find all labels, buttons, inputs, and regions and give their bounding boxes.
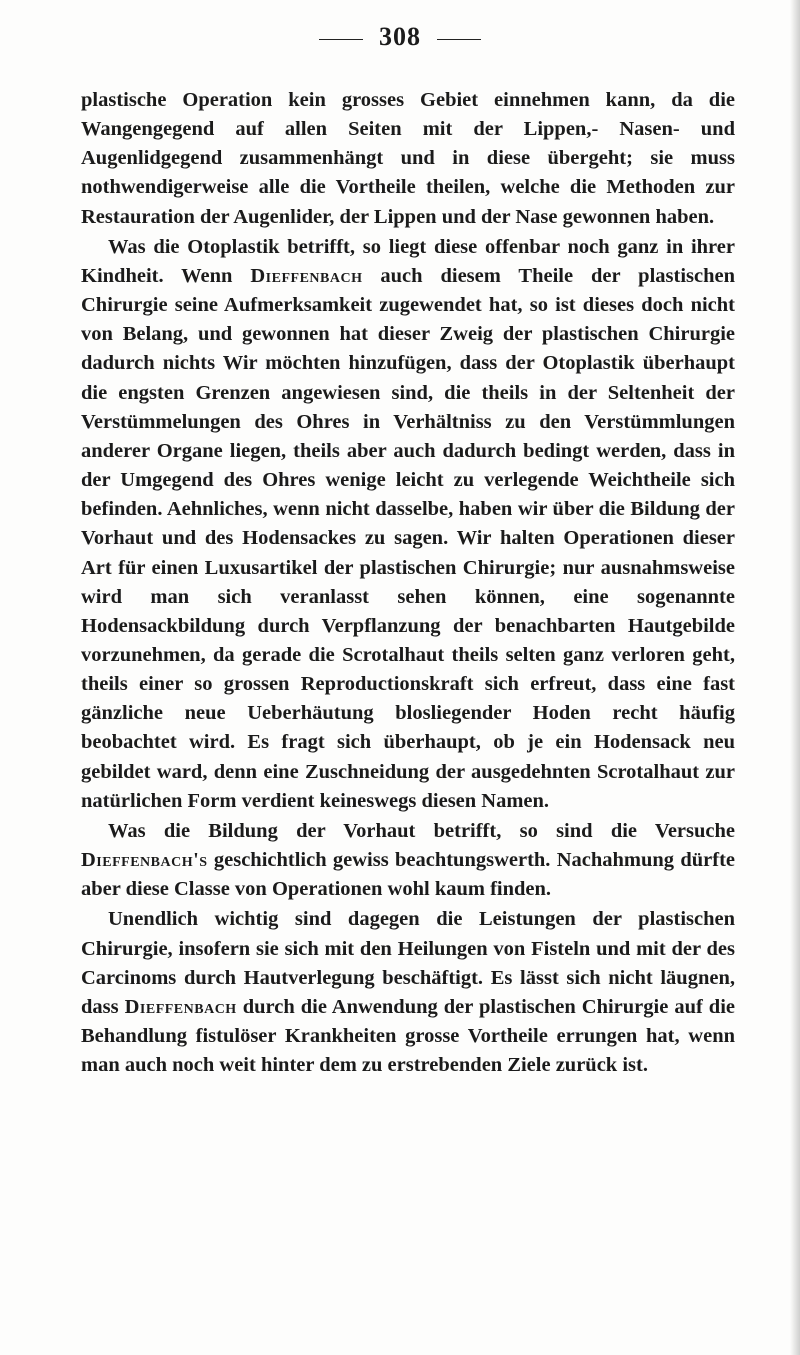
paragraph-3 [81,817,735,904]
page-edge-shadow [790,0,800,1355]
paragraph-text: geschichtlich gewiss beachtungswerth. Nachahmung dürfte aber diese Classe von Operationen wohl kaum finden. [81,849,735,901]
author-name: Dieffenbach's [81,849,208,872]
paragraph-text: durch die Anwendung der plastischen Chirurgie auf die Behandlung fistulöser Krankheiten grosse Vortheile errungen hat, wenn man auch noch weit hinter dem zu erstrebenden Ziele zurück ist. [81,995,735,1077]
paragraph-text: Was die Bildung der Vorhaut betrifft, so sind die Versuche [108,819,735,842]
header-rule-right [437,39,481,40]
author-name: Dieffenbach [250,264,363,287]
page-number: 308 [379,22,421,51]
paragraph-1 [81,86,735,232]
paragraph-text: Was die Otoplastik betrifft, so liegt diese offenbar noch ganz in ihrer Kindheit. Wenn [81,235,735,287]
body-text [81,86,735,1081]
header-rule-left [319,39,363,40]
paragraph-2 [81,233,735,816]
paragraph-text: Unendlich wichtig sind dagegen die Leistungen der plastischen Chirurgie, insofern sie sich mit den Heilungen von Fisteln und mit der des Carcinoms durch Hautverlegung beschäftigt. Es lässt sich nicht läugnen, dass [81,908,735,1018]
author-name: Dieffenbach [124,995,237,1018]
paragraph-text: auch diesem Theile der plastischen Chirurgie seine Aufmerksamkeit zugewendet hat, so ist dieses doch nicht von Belang, und gewonnen hat dieser Zweig der plastischen Chirurgie dadurch nichts Wir möchten hinzufügen, dass der Otoplastik überhaupt die engsten Grenzen angewiesen sind, die theils in der Seltenheit der Verstümmelungen des Ohres in Verhältniss zu den Verstümmlungen anderer Organe liegen, theils aber auch dadurch bedingt werden, dass in der Umgegend des Ohres wenige leicht zu verlegende Weichtheile sich befinden. Aehnliches, wenn nicht dasselbe, haben wir über die Bildung der Vorhaut und des Hodensackes zu sagen. Wir halten Operationen dieser Art für einen Luxusartikel der plastischen Chirurgie; nur ausnahmsweise wird man sich veranlasst sehen können, eine sogenannte Hodensackbildung durch Verpflanzung der benachbarten Hautgebilde vorzunehmen, da gerade die Scrotalhaut theils selten ganz verloren geht, theils einer so grossen Reproductionskraft sich erfreut, dass eine fast gänzliche neue Ueberhäutung blosliegender Hoden recht häufig beobachtet wird. Es fragt sich überhaupt, ob je ein Hodensack neu gebildet ward, denn eine Zuschneidung der ausgedehnten Scrotalhaut zur natürlichen Form verdient keineswegs diesen Namen. [81,264,735,812]
paragraph-4 [81,905,735,1080]
page-header [0,22,800,52]
paragraph-text: plastische Operation kein grosses Gebiet einnehmen kann, da die Wangengegend auf allen Seiten mit der Lippen,- Nasen- und Augenlidgegend zusammenhängt und in diese übergeht; sie muss nothwendigerweise alle die Vortheile theilen, welche die Methoden zur Restauration der Augenlider, der Lippen und der Nase gewonnen haben. [81,89,735,228]
